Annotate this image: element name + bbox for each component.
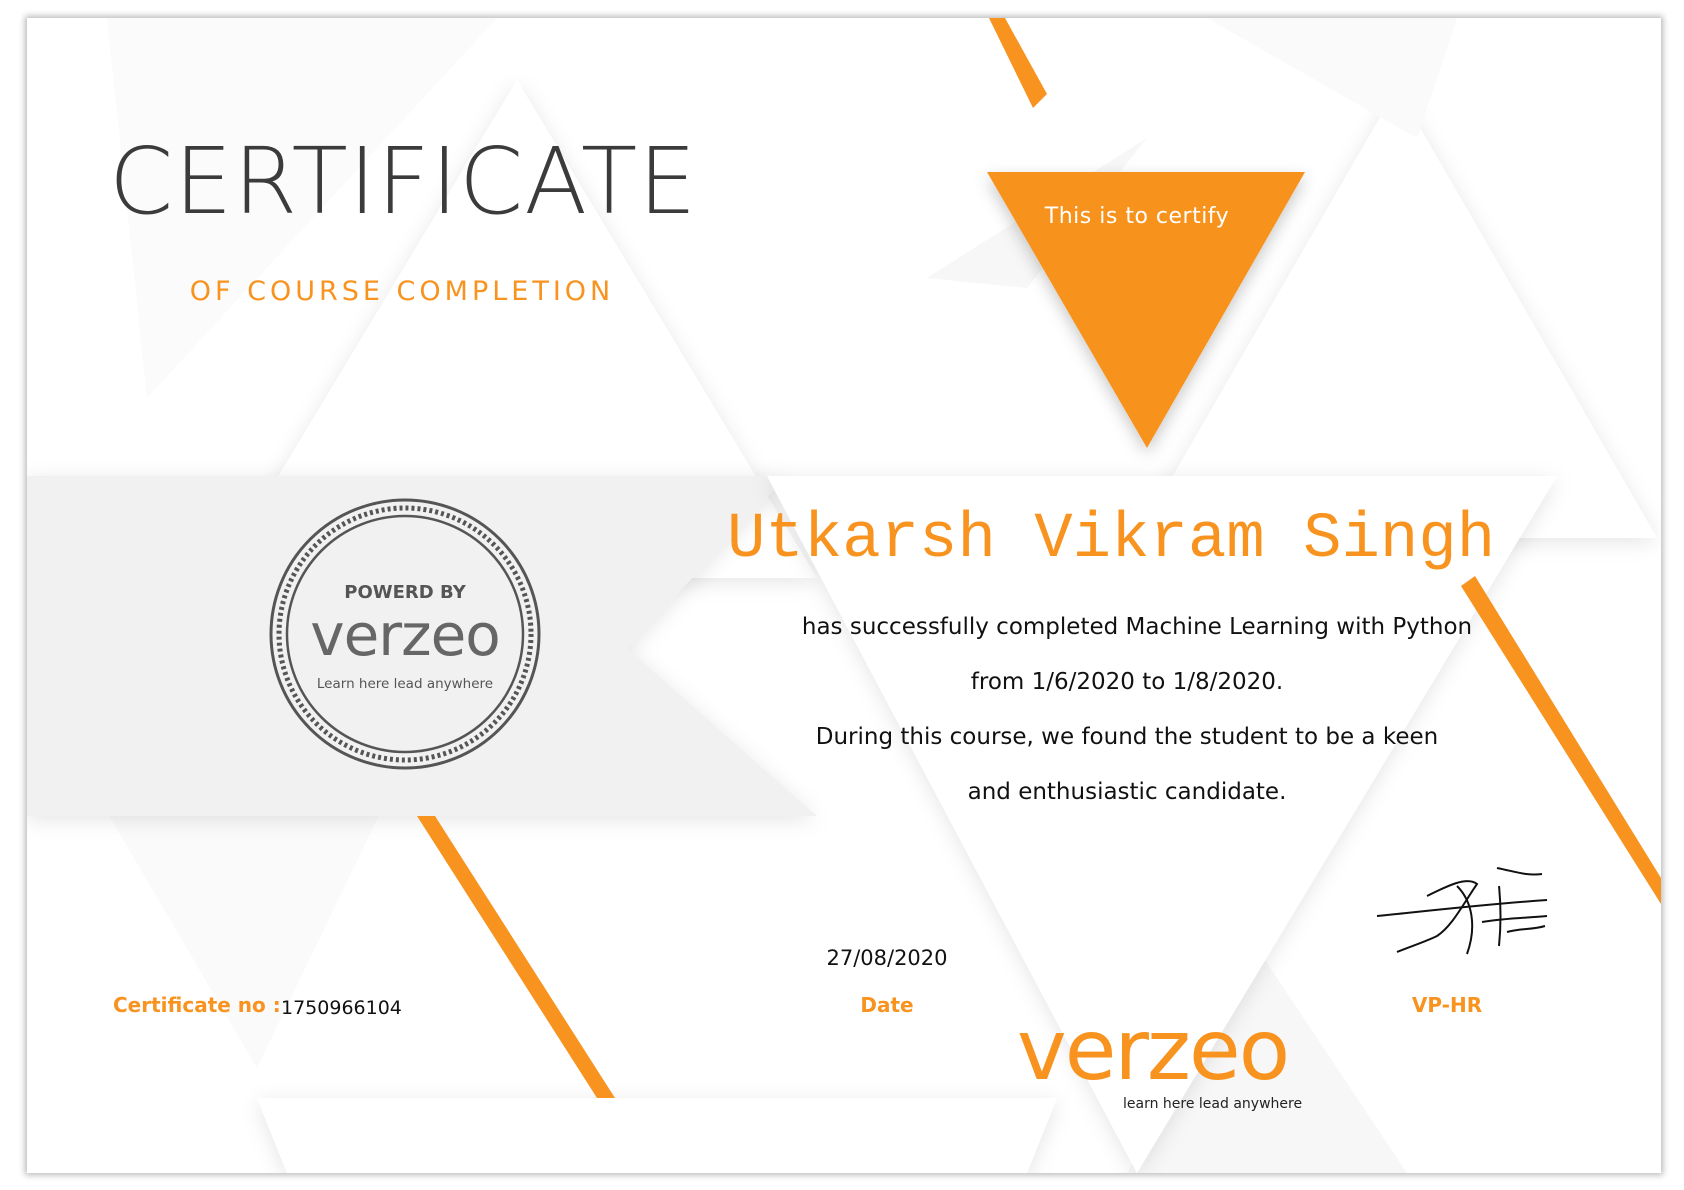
certificate-number-label: Certificate no :: [113, 993, 281, 1017]
certificate-number: 1750966104: [281, 997, 402, 1019]
powered-by-seal: [267, 496, 543, 772]
body-line-dates: from 1/6/2020 to 1/8/2020.: [970, 669, 1284, 695]
verzeo-logo: [1017, 1001, 1317, 1113]
seal-powered-by: POWERD BY: [344, 582, 466, 603]
certificate-page: [27, 18, 1661, 1173]
seal-brand: verzeo: [310, 601, 500, 669]
body-line-remark-end: and enthusiastic candidate.: [967, 779, 1287, 805]
date-label: Date: [860, 993, 914, 1017]
signatory-label: VP-HR: [1411, 993, 1483, 1017]
signature: [1367, 866, 1567, 976]
certify-text: This is to certify: [1044, 204, 1230, 229]
body-line-remark: During this course, we found the student to be a keen: [815, 724, 1439, 750]
logo-tagline: learn here lead anywhere: [1123, 1096, 1303, 1112]
issue-date: 27/08/2020: [826, 946, 948, 970]
logo-brand: verzeo: [1017, 1001, 1289, 1099]
recipient-name: Utkarsh Vikram Singh: [727, 504, 1496, 576]
body-line-course: has successfully completed Machine Learning with Python: [801, 614, 1473, 640]
seal-tagline: Learn here lead anywhere: [316, 676, 494, 692]
certificate-subtitle: OF COURSE COMPLETION: [189, 276, 615, 307]
certificate-title: CERTIFICATE: [109, 128, 698, 235]
